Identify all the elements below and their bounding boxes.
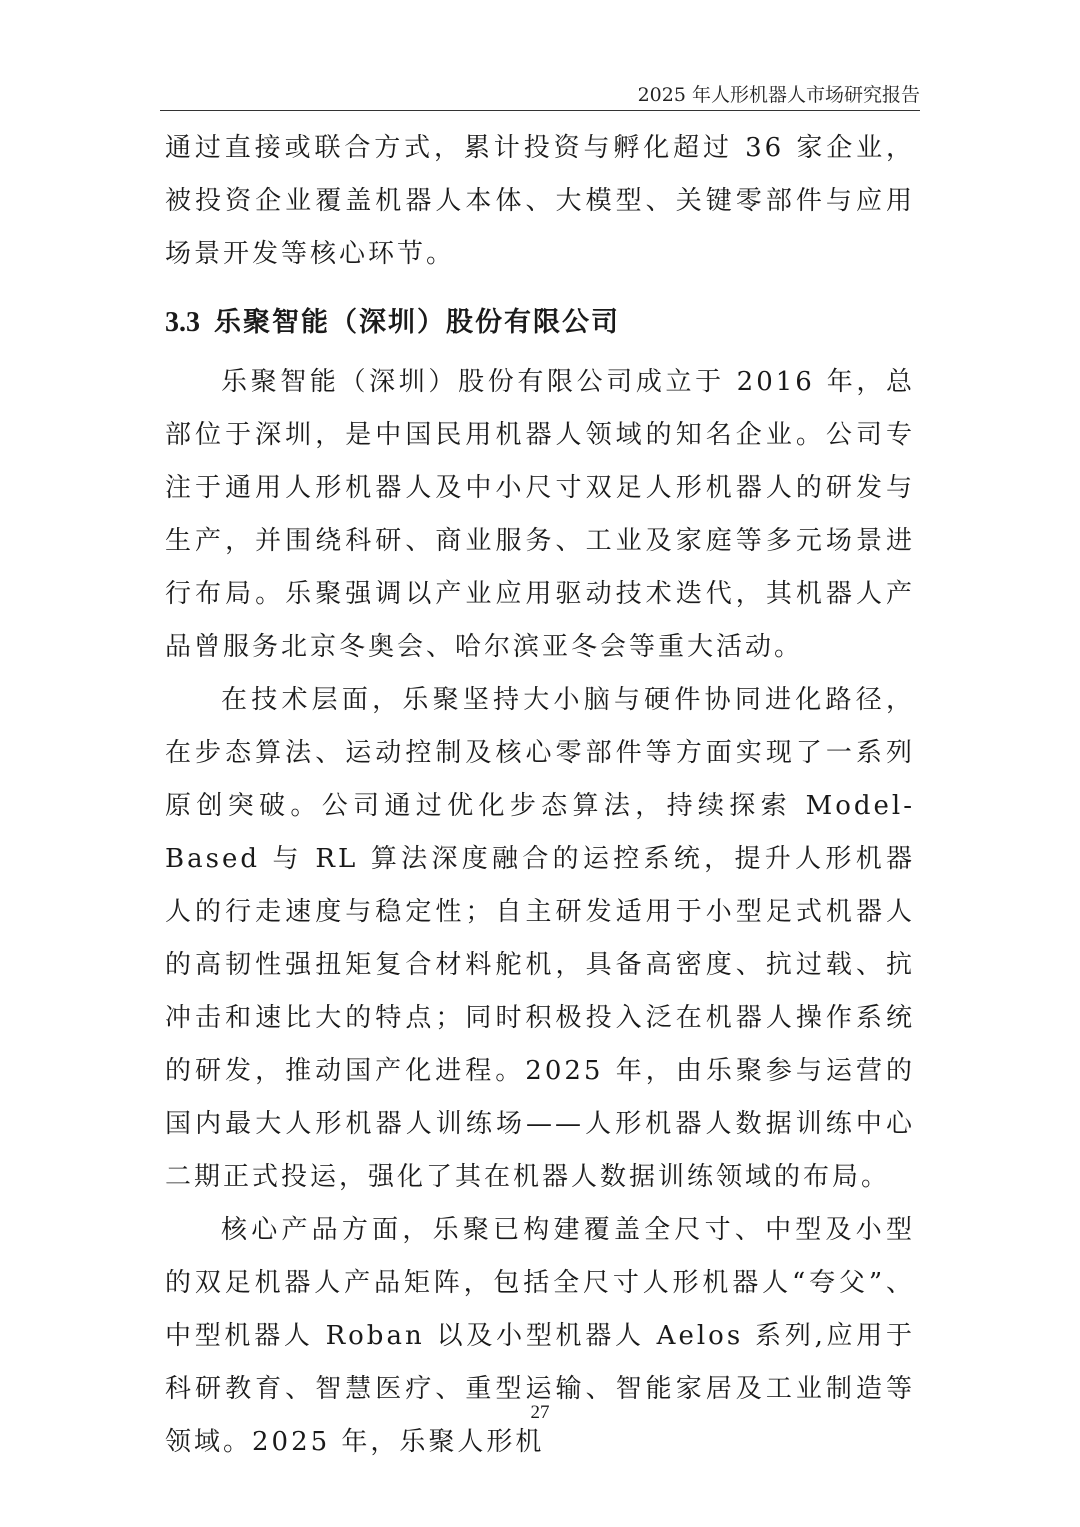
section-title: 乐聚智能（深圳）股份有限公司 bbox=[214, 307, 620, 338]
body-paragraph: 乐聚智能（深圳）股份有限公司成立于 2016 年，总部位于深圳，是中国民用机器人领域的知名企业。公司专注于通用人形机器人及中小尺寸双足人形机器人的研发与生产，并围绕科研、商业服务、工业及家庭等多元场景进行布局。乐聚强调以产业应用驱动技术迭代，其机器人产品曾服务北京冬奥会、哈尔滨亚冬会等重大活动。 bbox=[165, 367, 915, 662]
body-paragraph: 在技术层面，乐聚坚持大小脑与硬件协同进化路径，在步态算法、运动控制及核心零部件等方面实现了一系列原创突破。公司通过优化步态算法，持续探索 Model-Based 与 RL 算法深度融合的运控系统，提升人形机器人的行走速度与稳定性；自主研发适用于小型足式机器人的高韧性强扭矩复合材料舵机，具备高密度、抗过载、抗冲击和速比大的特点；同时积极投入泛在机器人操作系统的研发，推动国产化进程。2025 年，由乐聚参与运营的国内最大人形机器人训练场——人形机器人数据训练中心二期正式投运，强化了其在机器人数据训练领域的布局。 bbox=[165, 685, 915, 1192]
page-number: 27 bbox=[530, 1402, 550, 1423]
page-body bbox=[165, 122, 915, 1469]
continuation-paragraph: 通过直接或联合方式，累计投资与孵化超过 36 家企业，被投资企业覆盖机器人本体、大模型、关键零部件与应用场景开发等核心环节。 bbox=[165, 133, 915, 269]
body-paragraph: 核心产品方面，乐聚已构建覆盖全尺寸、中型及小型的双足机器人产品矩阵，包括全尺寸人形机器人“夸父”、中型机器人 Roban 以及小型机器人 Aelos 系列,应用于科研教育、智慧医疗、重型运输、智能家居及工业制造等领域。2025 年，乐聚人形机 bbox=[165, 1215, 915, 1457]
section-heading bbox=[165, 293, 915, 353]
running-header: 2025 年人形机器人市场研究报告 bbox=[637, 84, 920, 106]
header-divider bbox=[160, 110, 920, 111]
section-number: 3.3 bbox=[165, 307, 200, 338]
